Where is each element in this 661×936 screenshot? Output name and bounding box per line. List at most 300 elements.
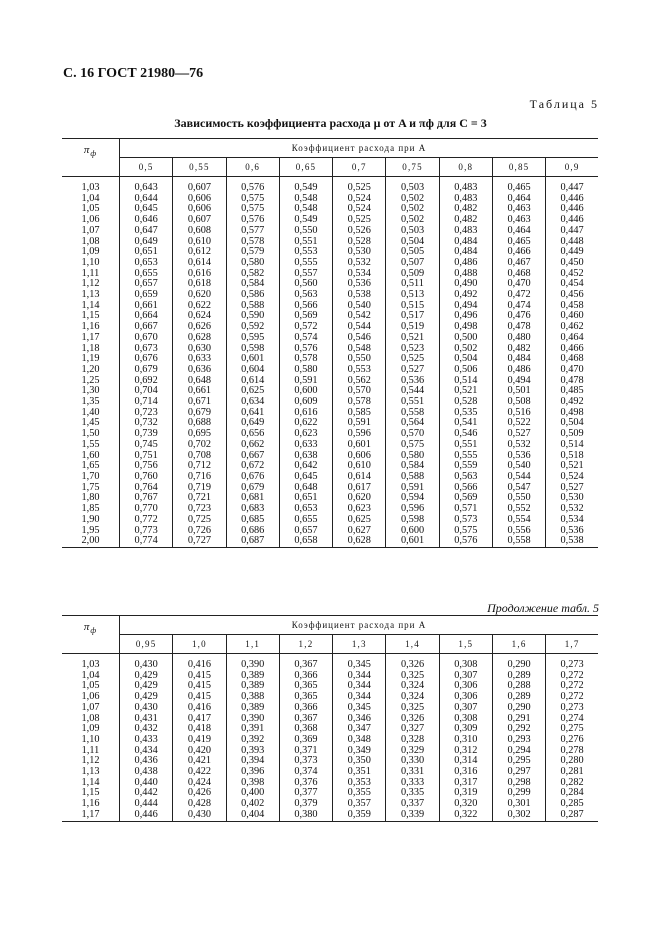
table-cell: 0,657 <box>120 279 173 290</box>
table-cell: 0,431 <box>120 714 173 725</box>
row-label: 1,90 <box>81 513 100 525</box>
row-label: 1,16 <box>81 798 100 810</box>
table-cell: 0,344 <box>333 692 386 703</box>
table-cell: 0,365 <box>279 692 332 703</box>
table-cell: 0,673 <box>120 344 173 355</box>
table-cell: 0,653 <box>120 258 173 269</box>
table-cell: 0,525 <box>386 354 439 365</box>
table-cell: 0,417 <box>173 714 226 725</box>
table-cell: 0,550 <box>333 354 386 365</box>
table-cell: 0,643 <box>120 183 173 194</box>
table-cell: 0,345 <box>333 703 386 714</box>
table-cell: 0,349 <box>333 746 386 757</box>
table-cell: 0,465 <box>492 183 545 194</box>
table-cell: 0,671 <box>173 397 226 408</box>
table-cell: 0,284 <box>546 788 598 799</box>
table-cell: 0,482 <box>439 204 492 215</box>
table-cell: 0,538 <box>333 290 386 301</box>
table-cell: 0,559 <box>439 461 492 472</box>
table-cell: 0,398 <box>226 778 279 789</box>
table-cell: 0,355 <box>333 788 386 799</box>
table-cell: 0,534 <box>333 269 386 280</box>
table-cell: 0,536 <box>386 376 439 387</box>
table-cell: 0,466 <box>492 247 545 258</box>
table-cell: 0,468 <box>546 354 598 365</box>
table-cell: 0,430 <box>120 703 173 714</box>
table-cell: 0,616 <box>279 408 332 419</box>
table-row <box>62 333 598 344</box>
table-cell: 0,350 <box>333 756 386 767</box>
table-cell: 0,316 <box>439 767 492 778</box>
table-cell: 0,649 <box>120 237 173 248</box>
table-cell: 0,379 <box>279 799 332 810</box>
table-cell: 0,325 <box>386 671 439 682</box>
table-cell: 0,420 <box>173 746 226 757</box>
table-cell: 0,317 <box>439 778 492 789</box>
table-cell: 0,648 <box>279 483 332 494</box>
table-cell: 0,704 <box>120 386 173 397</box>
table-cell: 0,502 <box>386 194 439 205</box>
table-cell: 0,532 <box>546 504 598 515</box>
table-cell: 0,353 <box>333 778 386 789</box>
row-label: 1,10 <box>81 256 100 268</box>
table-cell: 0,535 <box>439 408 492 419</box>
table-cell: 0,467 <box>492 258 545 269</box>
table-cell: 0,601 <box>386 536 439 547</box>
table-cell: 0,770 <box>120 504 173 515</box>
table-cell: 0,389 <box>226 671 279 682</box>
table-cell: 0,488 <box>439 269 492 280</box>
table-cell: 0,449 <box>546 247 598 258</box>
table-cell: 0,555 <box>279 258 332 269</box>
row-label: 1,05 <box>81 680 100 692</box>
table-cell: 0,616 <box>173 269 226 280</box>
table-cell: 0,614 <box>333 472 386 483</box>
table-cell: 0,433 <box>120 735 173 746</box>
table-cell: 0,486 <box>492 365 545 376</box>
table-cell: 0,288 <box>492 681 545 692</box>
row-label: 1,03 <box>81 659 100 670</box>
table-cell: 0,576 <box>226 183 279 194</box>
table-cell: 0,580 <box>226 258 279 269</box>
table-cell: 0,418 <box>173 724 226 735</box>
table-cell: 0,325 <box>386 703 439 714</box>
table-cell: 0,478 <box>546 376 598 387</box>
table-cell: 0,732 <box>120 418 173 429</box>
table-cell: 0,527 <box>386 365 439 376</box>
column-header: 0,55 <box>173 158 226 177</box>
table-cell: 0,472 <box>492 290 545 301</box>
row-label: 1,08 <box>81 712 100 724</box>
table-cell: 0,476 <box>492 311 545 322</box>
table-cell: 0,514 <box>439 376 492 387</box>
table-cell: 0,551 <box>386 397 439 408</box>
row-label: 1,04 <box>81 669 100 681</box>
table-cell: 0,295 <box>492 756 545 767</box>
table-cell: 0,482 <box>492 344 545 355</box>
table-cell: 0,504 <box>546 418 598 429</box>
table-cell: 0,419 <box>173 735 226 746</box>
table-cell: 0,667 <box>226 451 279 462</box>
table-cell: 0,646 <box>120 215 173 226</box>
table-cell: 0,534 <box>546 515 598 526</box>
table-cell: 0,289 <box>492 692 545 703</box>
table-cell: 0,369 <box>279 735 332 746</box>
row-label: 1,10 <box>81 733 100 745</box>
table-cell: 0,464 <box>492 194 545 205</box>
table-cell: 0,458 <box>546 301 598 312</box>
table-cell: 0,557 <box>279 269 332 280</box>
row-label: 1,03 <box>81 182 100 193</box>
table-cell: 0,447 <box>546 226 598 237</box>
table-cell: 0,290 <box>492 703 545 714</box>
table-cell: 0,308 <box>439 714 492 725</box>
table-cell: 0,687 <box>226 536 279 547</box>
table-cell: 0,273 <box>546 703 598 714</box>
table-cell: 0,329 <box>386 746 439 757</box>
table-cell: 0,723 <box>173 504 226 515</box>
table-cell: 0,578 <box>226 237 279 248</box>
table-cell: 0,525 <box>333 183 386 194</box>
row-label: 1,80 <box>81 492 100 504</box>
table-cell: 0,774 <box>120 536 173 547</box>
table-cell: 0,344 <box>333 671 386 682</box>
table-cell: 0,339 <box>386 810 439 821</box>
table-cell: 0,563 <box>279 290 332 301</box>
table-cell: 0,393 <box>226 746 279 757</box>
table-cell: 0,658 <box>279 536 332 547</box>
table-cell: 0,502 <box>386 215 439 226</box>
table-cell: 0,540 <box>492 461 545 472</box>
table-cell: 0,562 <box>333 376 386 387</box>
table-cell: 0,579 <box>226 247 279 258</box>
table-cell: 0,280 <box>546 756 598 767</box>
table-cell: 0,366 <box>279 671 332 682</box>
table-cell: 0,428 <box>173 799 226 810</box>
table-cell: 0,326 <box>386 660 439 671</box>
table-cell: 0,686 <box>226 526 279 537</box>
table-cell: 0,695 <box>173 429 226 440</box>
row-label: 1,07 <box>81 701 100 713</box>
table-cell: 0,681 <box>226 493 279 504</box>
table-cell: 0,596 <box>386 504 439 515</box>
data-table-2 <box>62 615 598 822</box>
table-cell: 0,662 <box>226 440 279 451</box>
row-label: 1,25 <box>81 374 100 386</box>
table-cell: 0,553 <box>279 247 332 258</box>
table-cell: 0,573 <box>439 515 492 526</box>
table-cell: 0,546 <box>333 333 386 344</box>
table-cell: 0,480 <box>492 333 545 344</box>
row-label: 1,70 <box>81 470 100 482</box>
table-cell: 0,400 <box>226 788 279 799</box>
table-cell: 0,575 <box>386 440 439 451</box>
table-cell: 0,310 <box>439 735 492 746</box>
table-cell: 0,416 <box>173 703 226 714</box>
row-label: 1,85 <box>81 503 100 515</box>
table-cell: 0,278 <box>546 746 598 757</box>
table-cell: 0,438 <box>120 767 173 778</box>
row-label: 1,07 <box>81 224 100 236</box>
table-cell: 0,584 <box>386 461 439 472</box>
column-header: 1,5 <box>439 635 492 654</box>
table-cell: 0,585 <box>333 408 386 419</box>
table-cell: 0,306 <box>439 692 492 703</box>
table-cell: 0,607 <box>173 183 226 194</box>
row-label: 1,30 <box>81 385 100 397</box>
table-cell: 0,676 <box>120 354 173 365</box>
table-cell: 0,478 <box>492 322 545 333</box>
table-cell: 0,415 <box>173 681 226 692</box>
table-cell: 0,714 <box>120 397 173 408</box>
table-cell: 0,525 <box>333 215 386 226</box>
table-cell: 0,503 <box>386 226 439 237</box>
table-cell: 0,558 <box>386 408 439 419</box>
table-cell: 0,498 <box>546 408 598 419</box>
column-header: 1,4 <box>386 635 439 654</box>
table-cell: 0,308 <box>439 660 492 671</box>
table-cell: 0,337 <box>386 799 439 810</box>
data-table-1 <box>62 138 598 548</box>
table-cell: 0,464 <box>546 333 598 344</box>
table-cell: 0,422 <box>173 767 226 778</box>
table-cell: 0,549 <box>279 183 332 194</box>
table-cell: 0,494 <box>492 376 545 387</box>
table-cell: 0,544 <box>492 472 545 483</box>
table-cell: 0,620 <box>333 493 386 504</box>
table-cell: 0,598 <box>226 344 279 355</box>
table-cell: 0,578 <box>279 354 332 365</box>
table-cell: 0,548 <box>279 194 332 205</box>
table-cell: 0,314 <box>439 756 492 767</box>
table-cell: 0,509 <box>386 269 439 280</box>
column-header: 0,85 <box>492 158 545 177</box>
table-cell: 0,285 <box>546 799 598 810</box>
table-cell: 0,424 <box>173 778 226 789</box>
table-cell: 0,274 <box>546 714 598 725</box>
table-cell: 0,634 <box>226 397 279 408</box>
column-header: 0,75 <box>386 158 439 177</box>
table-cell: 0,444 <box>120 799 173 810</box>
group-header: Коэффициент расхода при A <box>120 139 599 158</box>
table-cell: 0,460 <box>546 311 598 322</box>
table-cell: 0,483 <box>439 226 492 237</box>
column-header: 0,8 <box>439 158 492 177</box>
table-cell: 0,507 <box>386 258 439 269</box>
table-cell: 0,446 <box>546 215 598 226</box>
table-cell: 0,470 <box>492 279 545 290</box>
table-cell: 0,570 <box>386 429 439 440</box>
table-cell: 0,721 <box>173 493 226 504</box>
table-cell: 0,371 <box>279 746 332 757</box>
table-cell: 0,456 <box>546 290 598 301</box>
row-label: 1,14 <box>81 299 100 311</box>
table-cell: 0,566 <box>439 483 492 494</box>
row-label: 1,09 <box>81 723 100 735</box>
table-cell: 0,591 <box>279 376 332 387</box>
table-cell: 0,647 <box>120 226 173 237</box>
table-cell: 0,322 <box>439 810 492 821</box>
table-cell: 0,576 <box>439 536 492 547</box>
row-label: 1,95 <box>81 524 100 536</box>
table-cell: 0,702 <box>173 440 226 451</box>
table-cell: 0,575 <box>226 194 279 205</box>
table-cell: 0,550 <box>279 226 332 237</box>
table-cell: 0,429 <box>120 671 173 682</box>
row-label: 1,12 <box>81 278 100 290</box>
table-cell: 0,542 <box>333 311 386 322</box>
table-cell: 0,509 <box>546 429 598 440</box>
table-cell: 0,344 <box>333 681 386 692</box>
table-cell: 0,572 <box>279 322 332 333</box>
table-cell: 0,490 <box>439 279 492 290</box>
table-cell: 0,390 <box>226 660 279 671</box>
table-cell: 0,521 <box>439 386 492 397</box>
table-cell: 0,556 <box>492 526 545 537</box>
table-cell: 0,293 <box>492 735 545 746</box>
table-cell: 0,524 <box>546 472 598 483</box>
table-cell: 0,504 <box>386 237 439 248</box>
table-cell: 0,664 <box>120 311 173 322</box>
table-cell: 0,548 <box>333 344 386 355</box>
column-header: 0,9 <box>546 158 598 177</box>
table-cell: 0,667 <box>120 322 173 333</box>
table-cell: 0,551 <box>279 237 332 248</box>
table-cell: 0,326 <box>386 714 439 725</box>
table-cell: 0,638 <box>279 451 332 462</box>
table-cell: 0,764 <box>120 483 173 494</box>
table-cell: 0,574 <box>279 333 332 344</box>
table-cell: 0,484 <box>439 247 492 258</box>
table-cell: 0,596 <box>333 429 386 440</box>
table-cell: 0,575 <box>439 526 492 537</box>
table-cell: 0,505 <box>386 247 439 258</box>
row-label: 1,15 <box>81 310 100 322</box>
table-cell: 0,482 <box>439 215 492 226</box>
table-cell: 0,659 <box>120 290 173 301</box>
table-cell: 0,546 <box>439 429 492 440</box>
table-cell: 0,522 <box>492 418 545 429</box>
table-cell: 0,688 <box>173 418 226 429</box>
table-cell: 0,591 <box>333 418 386 429</box>
table-cell: 0,396 <box>226 767 279 778</box>
table-cell: 0,548 <box>279 204 332 215</box>
table-cell: 0,450 <box>546 258 598 269</box>
table-cell: 0,390 <box>226 714 279 725</box>
table-cell: 0,536 <box>333 279 386 290</box>
table-cell: 0,328 <box>386 735 439 746</box>
table-cell: 0,320 <box>439 799 492 810</box>
table-cell: 0,389 <box>226 703 279 714</box>
table-cell: 0,670 <box>120 333 173 344</box>
table-cell: 0,541 <box>439 418 492 429</box>
table-cell: 0,607 <box>173 215 226 226</box>
table-cell: 0,426 <box>173 788 226 799</box>
table-cell: 0,359 <box>333 810 386 821</box>
table-cell: 0,560 <box>279 279 332 290</box>
table-cell: 0,739 <box>120 429 173 440</box>
table-cell: 0,614 <box>173 258 226 269</box>
table-caption: Зависимость коэффициента расхода μ от A и πф для C = 3 <box>174 116 487 130</box>
table-row <box>62 226 598 237</box>
table-cell: 0,630 <box>173 344 226 355</box>
table-cell: 0,515 <box>386 301 439 312</box>
row-label: 1,19 <box>81 353 100 365</box>
table-cell: 0,558 <box>492 536 545 547</box>
table-cell: 0,633 <box>279 440 332 451</box>
table-cell: 0,468 <box>492 269 545 280</box>
table-cell: 0,645 <box>279 472 332 483</box>
table-cell: 0,544 <box>333 322 386 333</box>
table-cell: 0,327 <box>386 724 439 735</box>
table-cell: 0,716 <box>173 472 226 483</box>
table-cell: 0,272 <box>546 681 598 692</box>
row-label: 1,20 <box>81 363 100 375</box>
table-cell: 0,367 <box>279 660 332 671</box>
row-label: 1,17 <box>81 331 100 343</box>
table-cell: 0,598 <box>386 515 439 526</box>
column-header: 0,6 <box>226 158 279 177</box>
table-cell: 0,719 <box>173 483 226 494</box>
table-cell: 0,580 <box>279 365 332 376</box>
row-label: 1,45 <box>81 417 100 429</box>
table-cell: 0,391 <box>226 724 279 735</box>
table-cell: 0,347 <box>333 724 386 735</box>
row-label: 1,11 <box>81 267 100 279</box>
table-cell: 0,346 <box>333 714 386 725</box>
table-cell: 0,289 <box>492 671 545 682</box>
table-cell: 0,524 <box>333 204 386 215</box>
row-label: 1,50 <box>81 428 100 440</box>
table-cell: 0,388 <box>226 692 279 703</box>
table-cell: 0,712 <box>173 461 226 472</box>
table-cell: 0,594 <box>386 493 439 504</box>
table-cell: 0,307 <box>439 671 492 682</box>
table-cell: 0,294 <box>492 746 545 757</box>
table-cell: 0,292 <box>492 724 545 735</box>
table-cell: 0,465 <box>492 237 545 248</box>
column-header: 1,1 <box>226 635 279 654</box>
table-row <box>62 810 598 821</box>
table-cell: 0,606 <box>333 451 386 462</box>
table-cell: 0,550 <box>492 493 545 504</box>
table-cell: 0,679 <box>120 365 173 376</box>
table-cell: 0,623 <box>279 429 332 440</box>
table-cell: 0,448 <box>546 237 598 248</box>
row-label: 1,40 <box>81 406 100 418</box>
row-label: 1,08 <box>81 235 100 247</box>
table-cell: 0,685 <box>226 515 279 526</box>
table-cell: 0,563 <box>439 472 492 483</box>
table-cell: 0,486 <box>439 258 492 269</box>
table-cell: 0,554 <box>492 515 545 526</box>
page-header: С. 16 ГОСТ 21980—76 <box>63 66 204 81</box>
table-cell: 0,376 <box>279 778 332 789</box>
table-cell: 0,415 <box>173 671 226 682</box>
table-cell: 0,373 <box>279 756 332 767</box>
table-cell: 0,692 <box>120 376 173 387</box>
table-cell: 0,302 <box>492 810 545 821</box>
row-label: 1,14 <box>81 776 100 788</box>
table-cell: 0,447 <box>546 183 598 194</box>
table-cell: 0,319 <box>439 788 492 799</box>
table-cell: 0,532 <box>333 258 386 269</box>
table-cell: 0,745 <box>120 440 173 451</box>
row-label: 1,18 <box>81 342 100 354</box>
table-cell: 0,282 <box>546 778 598 789</box>
table-cell: 0,532 <box>492 440 545 451</box>
column-header: 0,5 <box>120 158 173 177</box>
